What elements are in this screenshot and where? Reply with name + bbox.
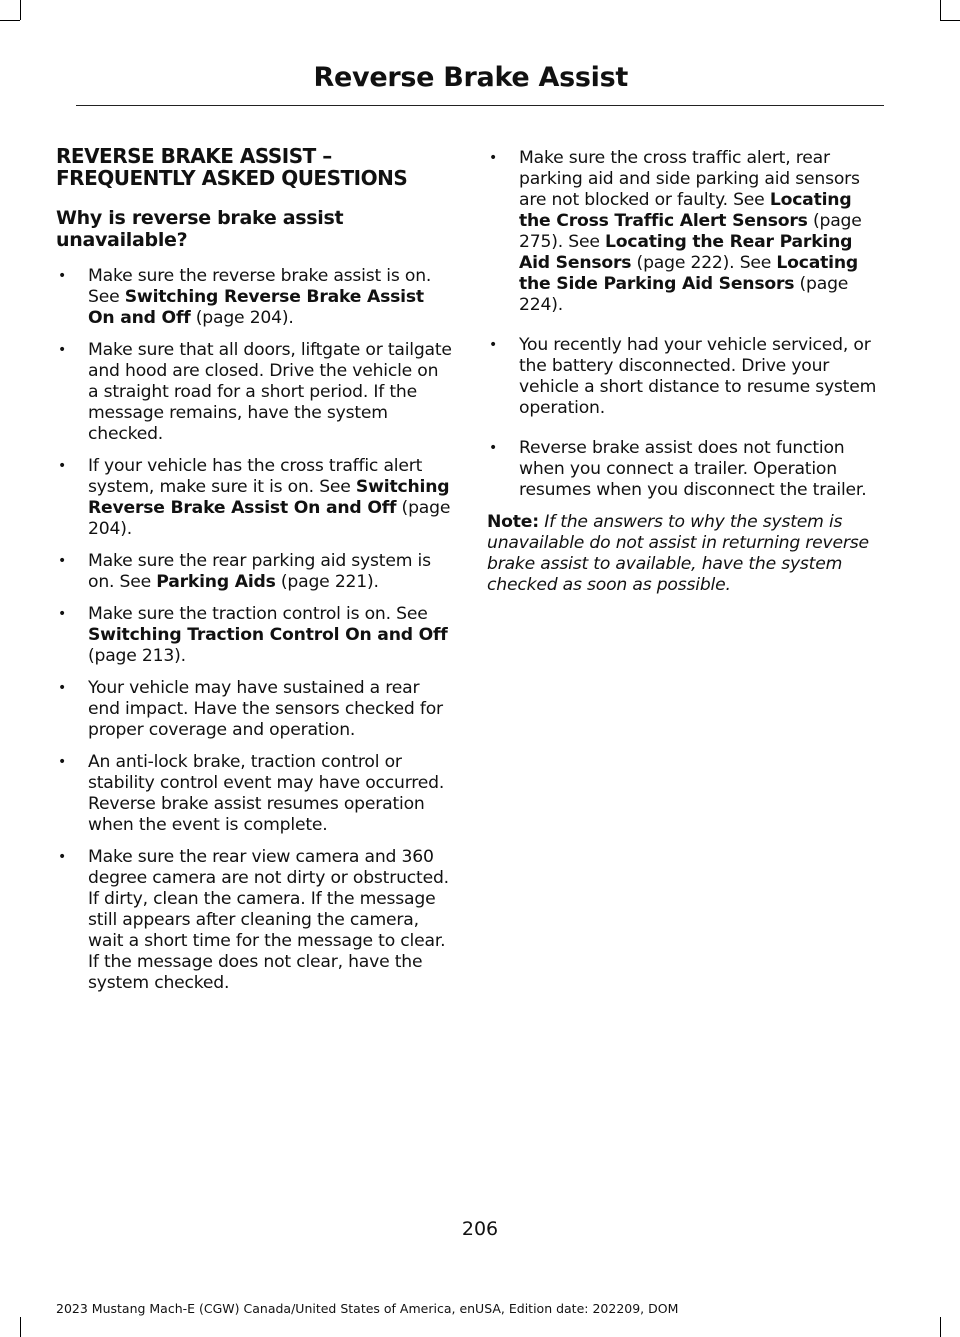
- list-item-text: Make sure the rear view camera and 360 degree camera are not dirty or obstructed. If dirty, clean the camera. If the message still appears after cleaning the camera, wait a short time for the message to clear. If the message does not clear, have the system checked.: [88, 847, 449, 993]
- question-heading: [56, 207, 452, 251]
- crop-mark-bottom-left: [20, 1317, 21, 1337]
- page-title: Reverse Brake Assist: [313, 62, 628, 93]
- bullet-marker: •: [58, 849, 67, 865]
- bullet-marker: •: [58, 606, 67, 622]
- page-number: 206: [461, 1218, 499, 1240]
- bullet-marker: •: [58, 553, 67, 569]
- cross-reference-link[interactable]: Switching Reverse Brake Assist On and Off: [88, 477, 450, 518]
- page-reference: (page 221).: [275, 572, 379, 592]
- bullet-marker: •: [58, 680, 67, 696]
- bullet-marker: •: [489, 337, 498, 353]
- cross-reference-link[interactable]: Switching Traction Control On and Off: [88, 625, 448, 645]
- question-heading-line2: unavailable?: [56, 229, 188, 251]
- page-reference: (page 204).: [88, 498, 451, 539]
- list-item-text: An anti-lock brake, traction control or stability control event may have occurred. Reverse brake assist resumes operation when the event is complete.: [88, 752, 445, 835]
- section-heading-line2: FREQUENTLY ASKED QUESTIONS: [56, 166, 408, 190]
- list-item: [56, 604, 452, 667]
- right-column: [487, 148, 883, 596]
- crop-mark-top-left: [0, 20, 20, 21]
- page-reference: (page 275). See: [519, 211, 862, 252]
- note-label: Note:: [487, 512, 539, 532]
- section-heading-line1: REVERSE BRAKE ASSIST –: [56, 144, 332, 168]
- crop-mark-top-right-vertical: [940, 0, 941, 20]
- troubleshooting-list: [56, 266, 452, 994]
- list-item-text: Your vehicle may have sustained a rear end impact. Have the sensors checked for proper coverage and operation.: [88, 678, 443, 740]
- bullet-marker: •: [58, 754, 67, 770]
- bullet-marker: •: [58, 458, 67, 474]
- list-item-text: Make sure the reverse brake assist is on. See: [88, 266, 432, 307]
- list-item-text: Make sure the cross traffic alert, rear parking aid and side parking aid sensors are not blocked or faulty. See: [519, 148, 860, 210]
- list-item: [56, 266, 452, 329]
- page-reference: (page 213).: [88, 646, 186, 666]
- cross-reference-link[interactable]: Switching Reverse Brake Assist On and Off: [88, 287, 424, 328]
- cross-reference-link[interactable]: Locating the Rear Parking Aid Sensors: [519, 232, 853, 273]
- list-item-text: Make sure the traction control is on. See: [88, 604, 428, 624]
- crop-mark-bottom-right: [940, 1317, 941, 1337]
- note-text: If the answers to why the system is unavailable do not assist in returning reverse brake assist to available, have the system checked as soon as possible.: [487, 512, 869, 595]
- list-item-text: If your vehicle has the cross traffic alert system, make sure it is on. See: [88, 456, 423, 497]
- list-item-text: Make sure that all doors, liftgate or tailgate and hood are closed. Drive the vehicle on a straight road for a short period. If the message remains, have the system checked.: [88, 340, 452, 444]
- cross-reference-link[interactable]: Locating the Cross Traffic Alert Sensors: [519, 190, 852, 231]
- list-item: [56, 551, 452, 593]
- list-item: [56, 847, 452, 994]
- list-item: [487, 148, 883, 316]
- page-reference: (page 222). See: [631, 253, 777, 273]
- list-item: [487, 438, 883, 501]
- section-heading: [56, 145, 452, 189]
- list-item-text: Reverse brake assist does not function when you connect a trailer. Operation resumes when you disconnect the trailer.: [519, 438, 867, 500]
- left-column: [56, 145, 452, 1005]
- question-heading-line1: Why is reverse brake assist: [56, 207, 344, 229]
- bullet-marker: •: [489, 150, 498, 166]
- list-item-text: You recently had your vehicle serviced, or the battery disconnected. Drive your vehicle a short distance to resume system operation.: [519, 335, 877, 418]
- list-item: [56, 340, 452, 445]
- troubleshooting-list-continued: [487, 148, 883, 501]
- page-header: [76, 58, 884, 106]
- list-item-text: Make sure the rear parking aid system is on. See: [88, 551, 431, 592]
- bullet-marker: •: [58, 342, 67, 358]
- page-reference: (page 204).: [190, 308, 294, 328]
- note: [487, 512, 883, 596]
- footer-edition-info: 2023 Mustang Mach-E (CGW) Canada/United States of America, enUSA, Edition date: 202209, DOM: [56, 1301, 679, 1316]
- list-item: [56, 678, 452, 741]
- crop-mark-top-right: [940, 20, 960, 21]
- list-item: [56, 752, 452, 836]
- bullet-marker: •: [58, 268, 67, 284]
- list-item: [487, 335, 883, 419]
- crop-mark-top-left-vertical: [20, 0, 21, 20]
- page-reference: (page 224).: [519, 274, 849, 315]
- cross-reference-link[interactable]: Parking Aids: [156, 572, 276, 592]
- bullet-marker: •: [489, 440, 498, 456]
- list-item: [56, 456, 452, 540]
- cross-reference-link[interactable]: Locating the Side Parking Aid Sensors: [519, 253, 859, 294]
